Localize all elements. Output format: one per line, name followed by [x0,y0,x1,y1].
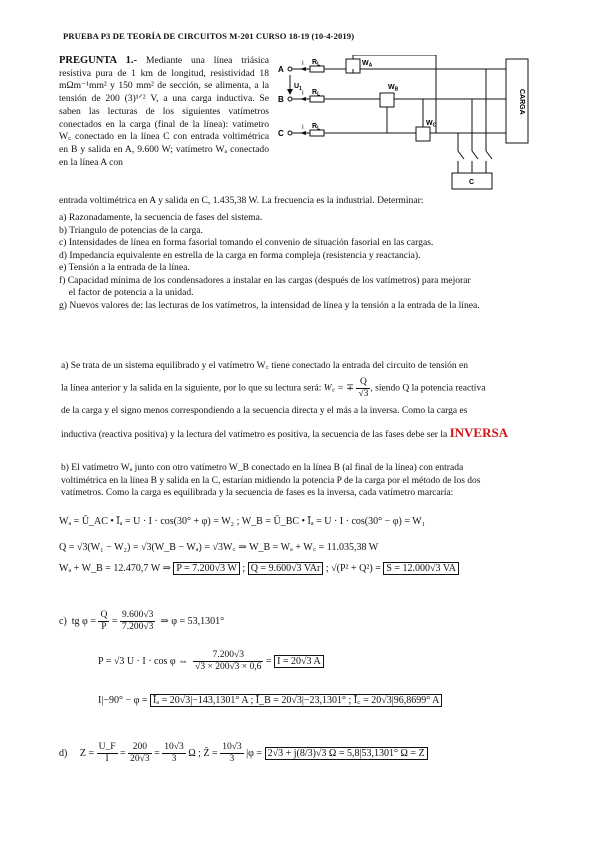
question-item: c) Intensidades de línea en forma fasorial tomando el convenio de situación fasorial en las cargas. [59,237,434,248]
z-pre: Z = [79,747,95,759]
voltage-arrowhead [287,89,293,95]
reactive-power-box: Q = 9.600√3 VAr [248,562,324,575]
wattmeter-b-label: $W_B$ [388,84,399,93]
intro-line: con entrada voltimétrica en B y salida en A, 9.600 [59,131,269,155]
phi-result: ⇒ φ = 53,1301° [160,615,225,627]
current-arrow-a [300,67,306,71]
sequence-result: INVERSA [449,425,509,440]
intro-line: resistiva pura de 1 km de longitud, resistividad [59,67,255,79]
answer-b-line: vatímetros. Como la carga es equilibrada y la secuencia de fases es la inversa, cada vatímetro marcaría: [61,488,454,499]
ratio-fraction: $\frac{9.600√3}{7.200√3}$ [122,610,154,632]
wattmeter-b [380,93,394,107]
question-item: d) Impedancia equivalente en estrella de la carga en forma compleja (resistencia y reactancia). [59,249,421,261]
current-arrow-b [300,97,306,101]
resistor-label-c: $R_L$ [312,123,321,132]
eq3-mid: ; √(P² + Q²) = [325,563,381,574]
terminal-c [288,131,292,135]
answer-b-eq1: Wₐ = Ū_AC • Īₐ = U · I · cos(30° + φ) = W₂ ; W_B = Ū_BC • Īₐ = U · I · cos(30° − φ) = W₁ [59,516,426,527]
intro-line: inductiva. Se saben las lecturas de los siguientes [59,93,270,117]
answer-a [61,355,545,446]
q-over-p: $\frac{Q}{P}$ [100,610,108,632]
answer-d-row [59,742,428,765]
load-label: CARGA [518,89,525,115]
phasor-box: Īₐ = 20√3|−143,1301° A ; Ī_B = 20√3|−23,1301° ; Ī꜀ = 20√3|96,8699° A [150,694,442,707]
answer-a-text3: inductiva (reactiva positiva) y la lectura del vatímetro es positiva, la secuencia de las fases debe ser la [61,430,448,440]
eq3-sep: ; [242,563,246,574]
intro-line: W; vatímetro Wₐ conectado en la línea A con [59,143,269,168]
intro-line: Mediante una línea triásica [145,55,270,66]
terminal-b [288,97,292,101]
apparent-power-box: S = 12.000√3 VA [383,562,459,575]
ohm-text: Ω ; Z̄ = [188,747,218,759]
wattmeter-c [416,127,430,141]
intro-line: alimenta, a la tensión de 200 (3)¹ᐟ² V, a una carga [59,80,269,105]
answer-a-fraction: $\frac{Q}{√3}$ [358,377,369,399]
current-label-b: I [302,91,304,97]
eq3-text: Wₐ + W_B = 12.470,7 W ⇒ [59,563,171,574]
phi-text: |φ = [246,747,263,759]
current-fraction: $\frac{7.200√3}{√3 \times 200√3 \times 0,6}$ [195,650,262,672]
switch-1 [458,151,464,159]
current-label-a: I [302,61,304,67]
question-item: e) Tensión a la entrada de la línea. [59,262,190,273]
line-a-label: A [278,65,284,74]
terminal-a [288,67,292,71]
question-item: f) Capacidad mínima de los condensadores a instalar en las cargas (después de los vatímetros) para mejorar [59,274,471,286]
current-label-c: I [302,125,304,131]
question-item: b) Triangulo de potencias de la carga. [59,224,203,236]
switch-2 [472,151,478,159]
page-title: PRUEBA P3 DE TEORÍA DE CIRCUITOS M-201 CURSO 18-19 (10-4-2019) [63,31,355,41]
question-intro [59,55,269,169]
answer-a-line: a) Se trata de un sistema equilibrado y el vatímetro W꜀ tiene conectado la entrada del circuito de tensión en [61,361,468,371]
intro-line: 18 mΩm⁻¹mm² y 150 mm² de sección, se [59,67,269,92]
line-c-label: C [278,129,284,138]
eq-sign: = [111,615,118,627]
question-item: a) Razonadamente, la secuencia de fases del sistema. [59,212,263,223]
p-equation: P = √3 U · I · cos φ ⇔ [98,655,189,667]
answer-b-eq3 [59,563,459,574]
uf-over-i: $\frac{U\_F}{I}$ [98,742,116,764]
resistor-label-a: $R_L$ [312,59,321,68]
question-continuation: entrada voltimétrica en A y salida en C, 1.435,38 W. La frecuencia es la industrial. Determinar: [59,195,424,206]
answer-a-text: la línea anterior y la salida en la siguiente, por lo que su lectura será: [61,383,324,394]
answer-a-line: de la carga y el signo menos correspondiendo a la secuencia directa y el más a la inversa. Como la carga es [61,406,468,416]
eq-d1: = [120,747,126,759]
eq-sign2: = [265,655,272,667]
eq-d2: = [154,747,160,759]
question-items [59,212,551,312]
current-box: I = 20√3 A [274,655,324,668]
intro-line: vatímetros conectados en la carga (final de la [59,105,269,130]
fraction-200: $\frac{200}{20√3}$ [130,742,150,764]
tg-text: tg φ = [71,615,96,627]
answer-b-line: voltimétrica en la línea B y salida en la C, estarían midiendo la potencia P de la carga por el método de los dos [61,475,481,486]
answer-b-line: b) El vatímetro Wₐ junto con otro vatímetro W_B conectado en la línea B (al final de la línea) con entrada [61,463,464,473]
answer-c-row2 [98,650,324,673]
question-item: g) Nuevos valores de: las lecturas de los vatímetros, la intensidad de línea y la tensión a la entrada de la línea. [59,299,480,311]
answer-c-label: c) [59,615,67,627]
answer-b-eq2: Q = √3(W₁ − W₂) = √3(W_B − Wₐ) = √3W꜀ ⇒ W_B = Wₐ + W꜀ = 11.035,38 W [59,542,379,553]
intro-line: línea): vatímetro W꜀ conectado en la línea C [59,118,270,143]
fraction-10b: $\frac{10√3}{3}$ [222,742,242,764]
question-label: PREGUNTA 1.- [59,55,138,66]
answer-b [61,462,545,500]
circuit-diagram [276,55,554,197]
answer-a-text2: , siendo Q la potencia reactiva [370,383,486,394]
active-power-box: P = 7.200√3 W [173,562,240,575]
voltage-label: $U_1$ [294,83,302,92]
wattmeter-a-label: $W_A$ [362,60,373,69]
answer-a-formula: W꜀ = ∓ [323,383,355,394]
answer-d-label: d) [59,747,68,759]
answer-a-line [61,377,545,400]
resistor-label-b: $R_L$ [312,89,321,98]
fraction-10: $\frac{10√3}{3}$ [164,742,184,764]
current-arrow-c [300,131,306,135]
impedance-box: 2√3 + j(8/3)√3 Ω = 5,8|53,1301° Ω = Z̄ [265,747,428,760]
capacitor-label: C [469,179,475,186]
answer-a-line [61,422,545,446]
answer-c-row1 [59,610,224,633]
answer-c-row3 [98,692,442,706]
question-item: el factor de potencia a la unidad. [59,287,194,298]
switch-3 [486,151,492,159]
wattmeter-c-label: $W_C$ [426,120,437,129]
line-b-label: B [278,95,284,104]
phasor-pre: I|−90° − φ = [98,695,148,706]
